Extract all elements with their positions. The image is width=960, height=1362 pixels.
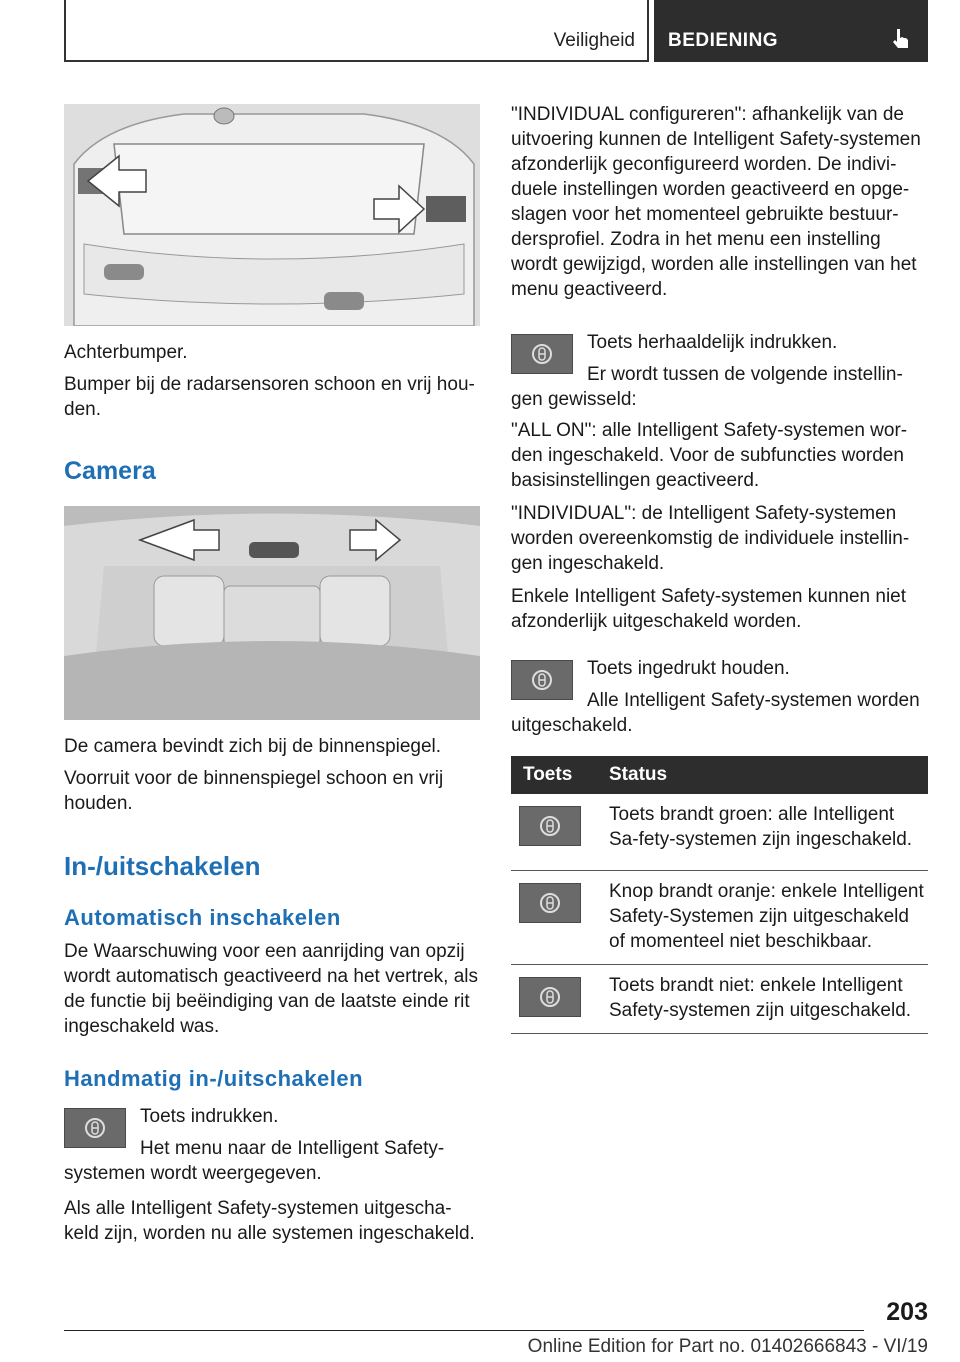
repeat-step2: Er wordt tussen de volgende instellin-gen gewisseld: [511, 364, 903, 410]
some-text: Enkele Intelligent Safety-systemen kunnen niet afzonderlijk uitgeschakeld worden. [511, 586, 907, 632]
fig2-text: Voorruit voor de binnenspiegel schoon en vrij houden. [64, 768, 444, 814]
individual-text: "INDIVIDUAL configureren": afhankelijk van de uitvoering kunnen de Intelligent Safety-systemen afzonderlijk geconfigureerd worden. De indivi-duele instellingen worden geactiveerd en opge-slagen voor het momenteel gebruikte bestuur-dersprofiel. Zodra in het menu een instelling wordt gewijzigd, worden alle instellingen van het menu geactiveerd. [511, 104, 921, 300]
repeat-step1: Toets herhaaldelijk indrukken. [587, 332, 838, 353]
header-section-label: Veiligheid [553, 30, 635, 51]
manual-step1: Toets indrukken. [140, 1106, 279, 1127]
status-cell: Knop brandt oranje: enkele Intelligent Safety-Systemen zijn uitgeschakeld of momenteel niet beschikbaar. [597, 871, 928, 965]
auto-heading: Automatisch inschakelen [64, 905, 341, 930]
indiv-text: "INDIVIDUAL": de Intelligent Safety-systemen worden overeenkomstig de individuele instellin-gen ingeschakeld. [511, 503, 910, 574]
onoff-heading: In-/uitschakelen [64, 851, 261, 881]
table-row [511, 871, 928, 965]
button-orange-icon [519, 883, 581, 923]
status-cell: Toets brandt groen: alle Intelligent Sa-fety-systemen zijn ingeschakeld. [597, 794, 928, 871]
footer-divider [64, 1330, 864, 1331]
auto-text: De Waarschuwing voor een aanrijding van opzij wordt automatisch geactiveerd na het vertrek, als de functie bij beëindiging van de laatste einde rit ingeschakeld was. [64, 941, 478, 1037]
manual-step2: Het menu naar de Intelligent Safety-systemen wordt weergegeven. [64, 1138, 445, 1184]
status-table [511, 756, 928, 1034]
manual-text: Als alle Intelligent Safety-systemen uitgescha-keld zijn, worden nu alle systemen ingeschakeld. [64, 1198, 475, 1244]
hold-step2: Alle Intelligent Safety-systemen worden uitgeschakeld. [511, 690, 920, 736]
header-chapter-label: BEDIENING [668, 30, 779, 51]
table-header-status: Status [597, 756, 928, 794]
page-header [64, 0, 928, 65]
table-header-toets: Toets [511, 756, 597, 794]
hold-step1: Toets ingedrukt houden. [587, 658, 790, 679]
status-cell: Toets brandt niet: enkele Intelligent Safety-systemen zijn uitgeschakeld. [597, 965, 928, 1034]
header-chapter [654, 0, 928, 62]
header-section [64, 0, 649, 62]
table-row [511, 794, 928, 871]
hand-pointer-icon [888, 26, 914, 52]
button-green-icon [519, 806, 581, 846]
camera-heading: Camera [64, 457, 156, 485]
allon-text: "ALL ON": alle Intelligent Safety-systemen wor-den ingeschakeld. Voor de subfuncties worden basisinstellingen geactiveerd. [511, 420, 908, 491]
fig1-caption: Achterbumper. [64, 342, 188, 363]
manual-heading: Handmatig in-/uitschakelen [64, 1066, 364, 1091]
fig2-caption: De camera bevindt zich bij de binnenspiegel. [64, 736, 442, 757]
page-number: 203 [886, 1298, 928, 1326]
button-off-icon [519, 977, 581, 1017]
footer-edition: Online Edition for Part no. 01402666843 - VI/19 [527, 1336, 928, 1357]
table-row [511, 965, 928, 1034]
camera-figure [64, 506, 480, 720]
rear-bumper-figure [64, 104, 480, 326]
fig1-text: Bumper bij de radarsensoren schoon en vrij hou-den. [64, 374, 475, 420]
